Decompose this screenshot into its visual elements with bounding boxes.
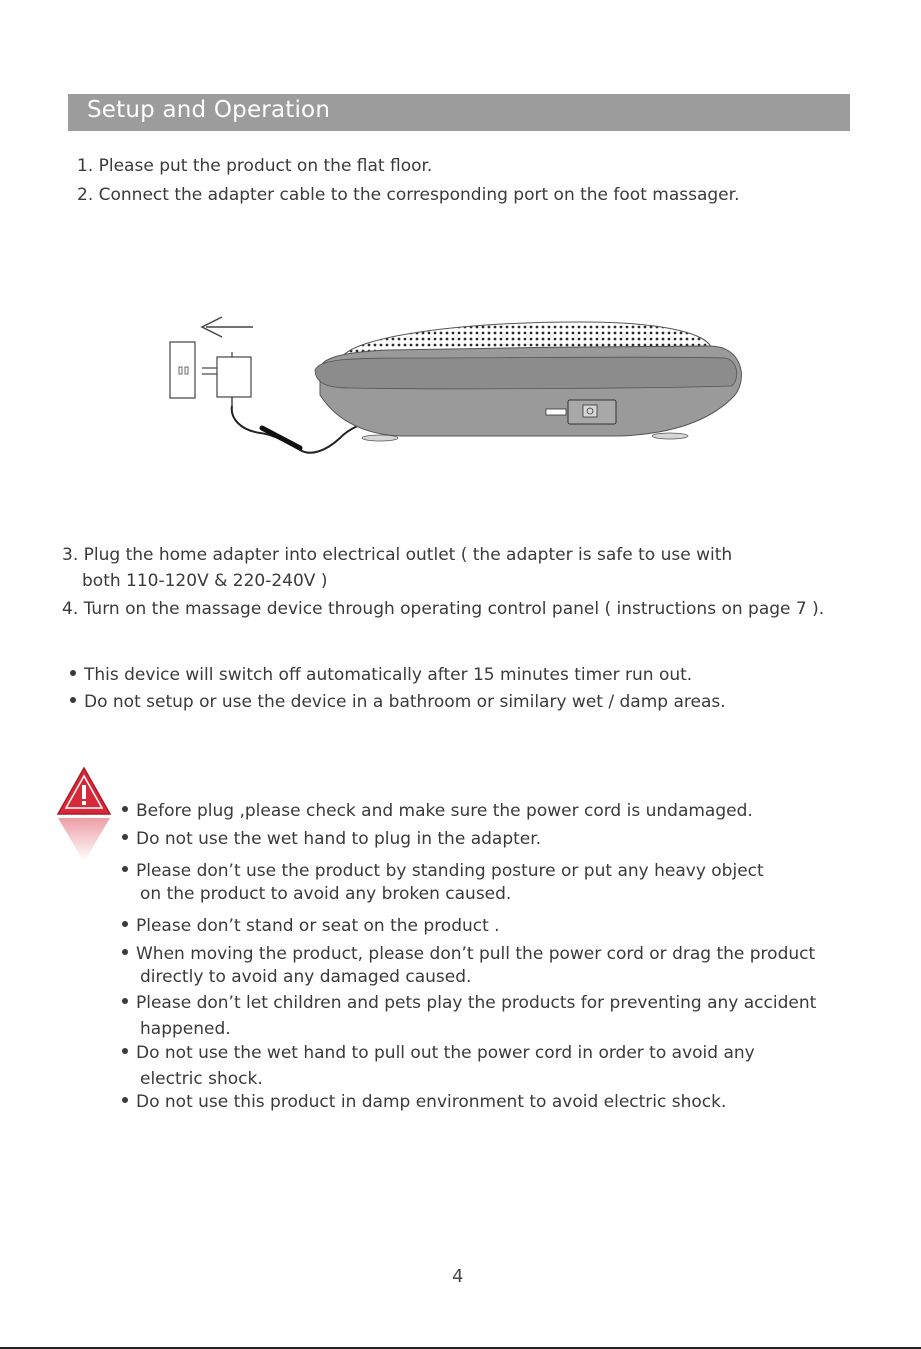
- warning-5: When moving the product, please don’t pull the power cord or drag the product: [122, 944, 815, 964]
- warning-4: Please don’t stand or seat on the product .: [122, 916, 500, 936]
- bullet: [122, 806, 128, 812]
- adapter-icon: [202, 352, 251, 406]
- warning-3: Please don’t use the product by standing posture or put any heavy object: [122, 861, 764, 881]
- bullet: [122, 834, 128, 840]
- warning-triangle-icon: [56, 766, 112, 866]
- warning-6-cont: happened.: [140, 1019, 231, 1039]
- step-3: 3. Plug the home adapter into electrical outlet ( the adapter is safe to use with: [62, 545, 733, 565]
- warning-8: Do not use this product in damp environment to avoid electric shock.: [122, 1092, 726, 1112]
- bullet: [122, 1097, 128, 1103]
- note-2: Do not setup or use the device in a bathroom or similary wet / damp areas.: [70, 692, 726, 712]
- warning-5-cont: directly to avoid any damaged caused.: [140, 967, 472, 987]
- warning-6: Please don’t let children and pets play the products for preventing any accident: [122, 993, 816, 1013]
- bullet: [122, 866, 128, 872]
- warning-1: Before plug ,please check and make sure the power cord is undamaged.: [122, 801, 753, 821]
- bullet: [122, 921, 128, 927]
- section-title: Setup and Operation: [87, 97, 331, 123]
- arrow-left-icon: [202, 317, 253, 337]
- step-3-cont: both 110-120V & 220-240V ): [82, 571, 328, 591]
- bullet: [70, 697, 76, 703]
- note-1: This device will switch off automatically after 15 minutes timer run out.: [70, 665, 692, 685]
- bullet: [70, 670, 76, 676]
- section-header: [68, 94, 850, 131]
- wall-outlet-icon: [170, 342, 195, 398]
- warning-2: Do not use the wet hand to plug in the adapter.: [122, 829, 541, 849]
- warning-7: Do not use the wet hand to pull out the power cord in order to avoid any: [122, 1043, 755, 1063]
- warning-3-cont: on the product to avoid any broken caused.: [140, 884, 512, 904]
- step-1: 1. Please put the product on the flat floor.: [77, 156, 433, 176]
- setup-illustration: [150, 300, 760, 470]
- step-2: 2. Connect the adapter cable to the corresponding port on the foot massager.: [77, 185, 740, 205]
- step-4: 4. Turn on the massage device through operating control panel ( instructions on page 7 ).: [62, 599, 825, 619]
- bullet: [122, 949, 128, 955]
- foot-massager-icon: [315, 322, 741, 441]
- warning-7-cont: electric shock.: [140, 1069, 263, 1089]
- bullet: [122, 998, 128, 1004]
- page-number: 4: [452, 1266, 464, 1287]
- bullet: [122, 1048, 128, 1054]
